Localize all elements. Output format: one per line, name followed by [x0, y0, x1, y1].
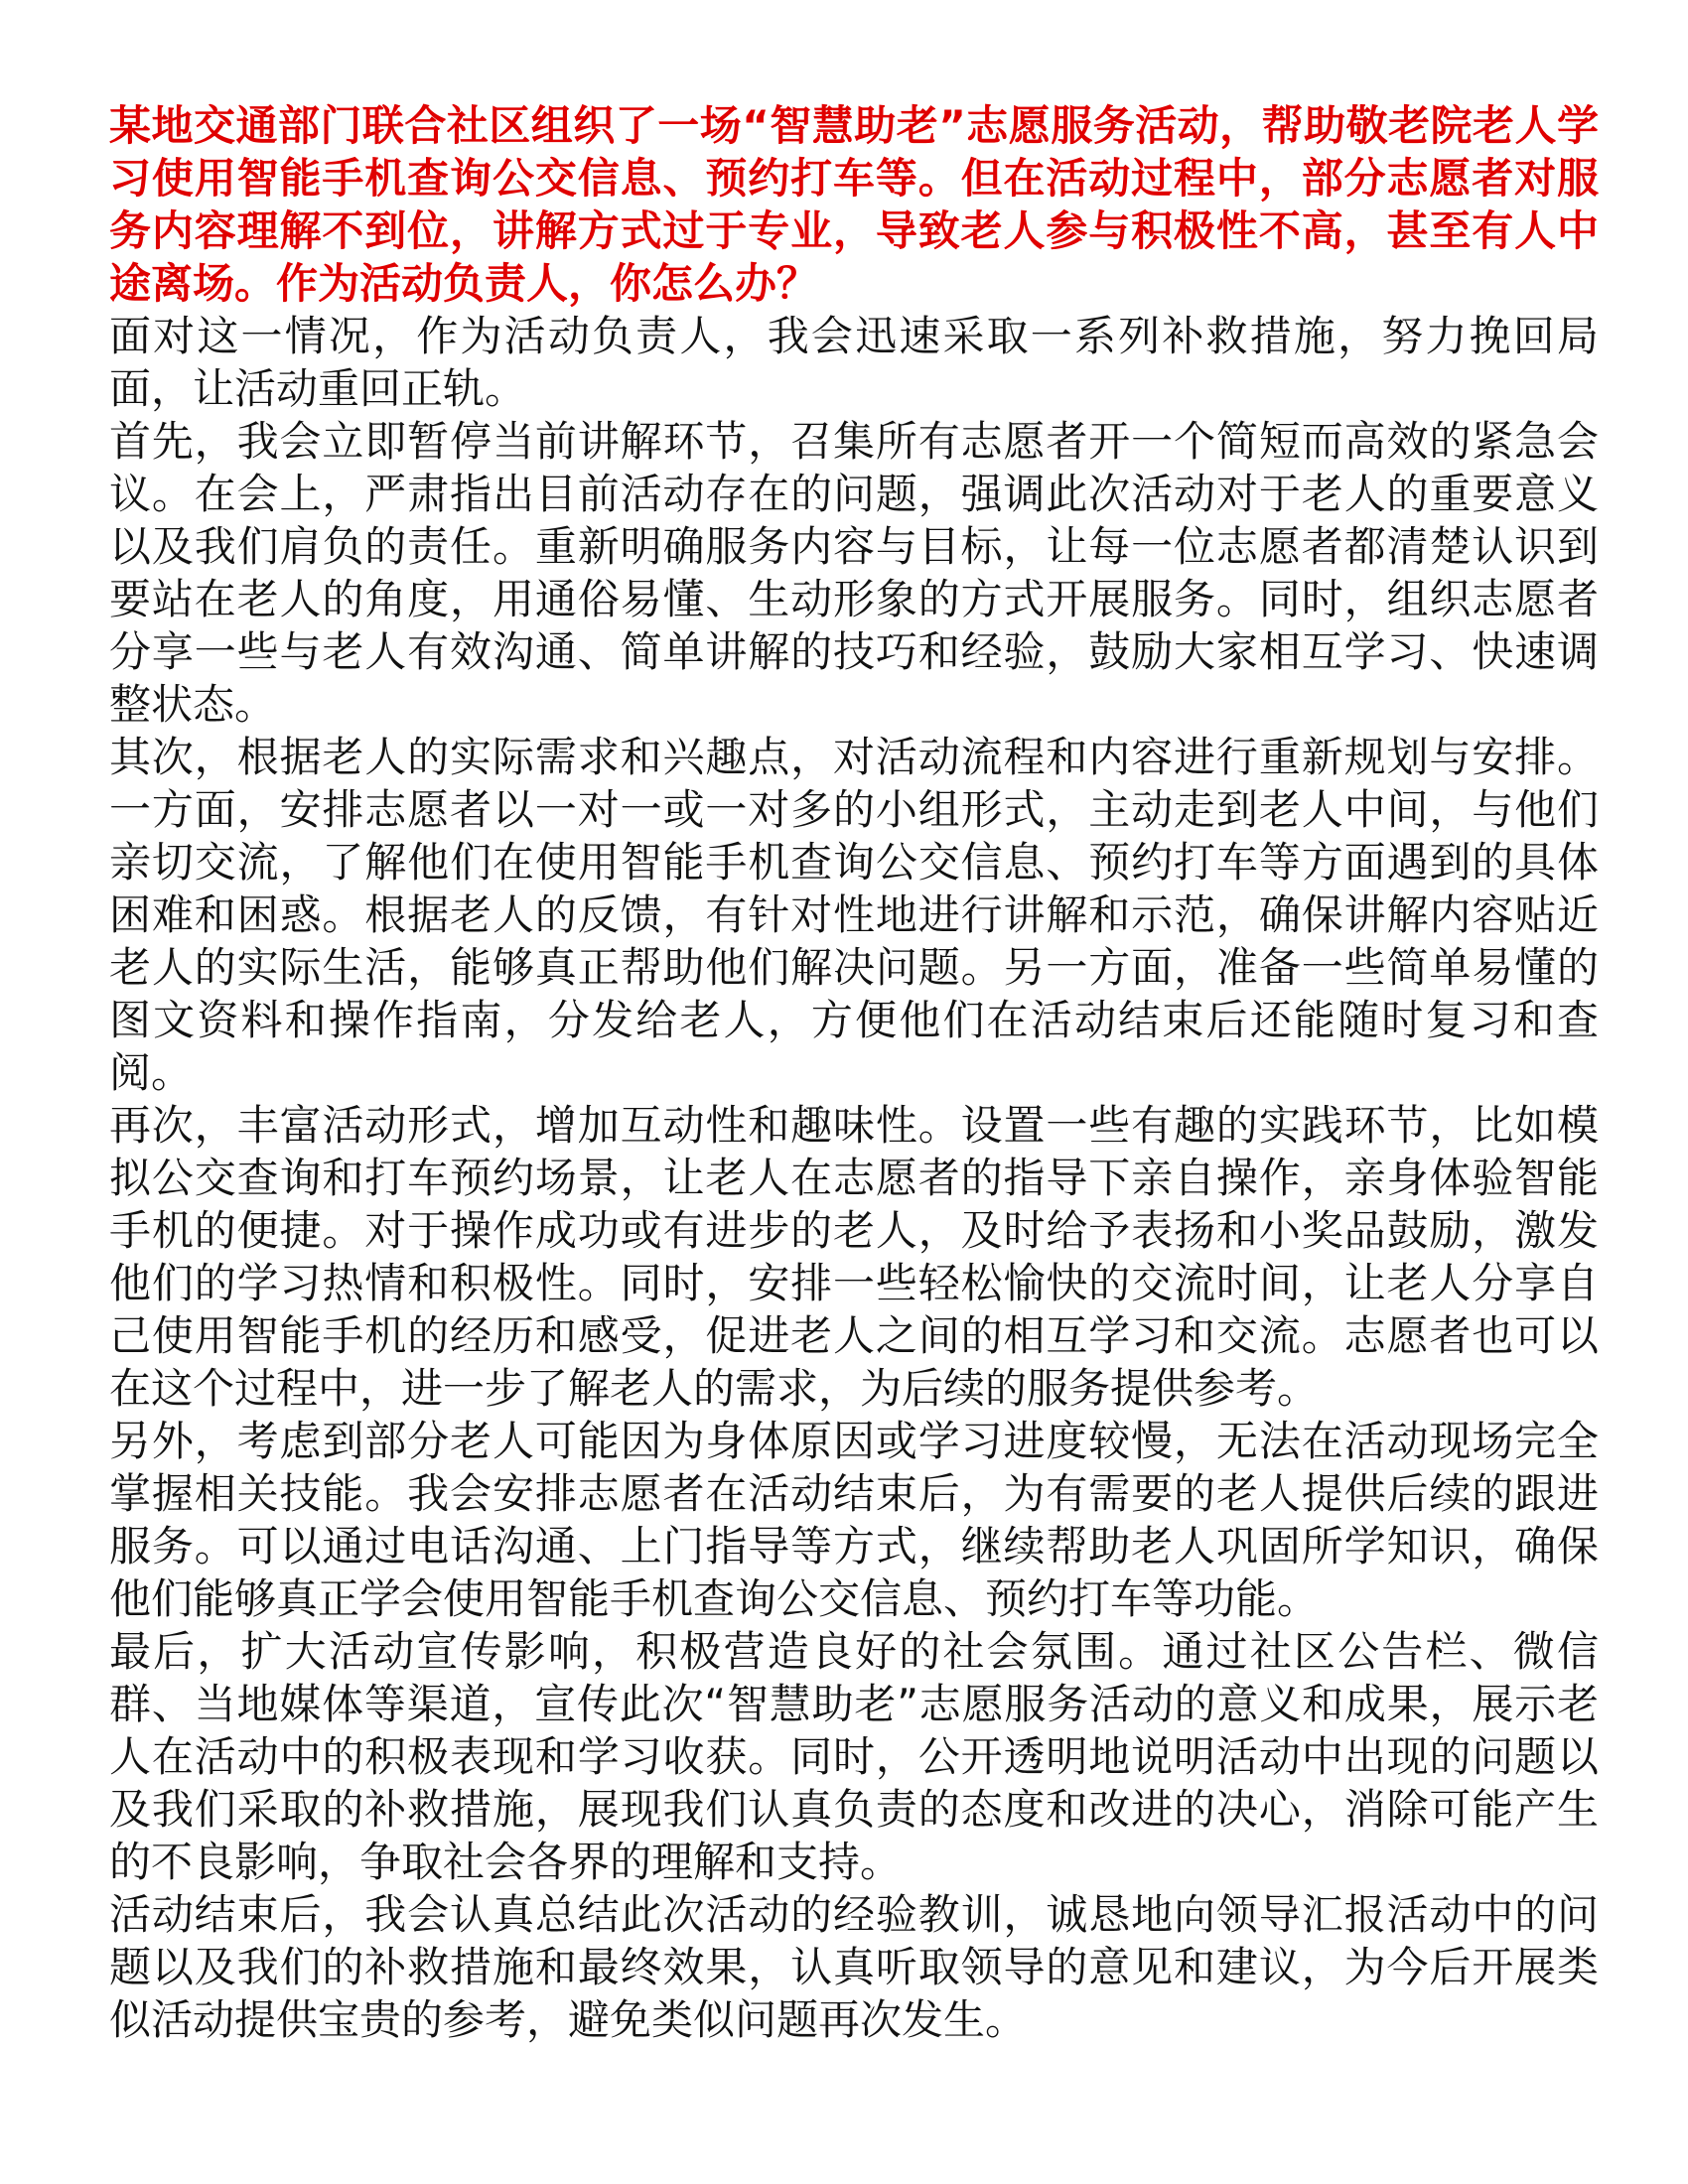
paragraph-last: 最后，扩大活动宣传影响，积极营造良好的社会氛围。通过社区公告栏、微信群、当地媒体等渠道，宣传此次“智慧助老”志愿服务活动的意义和成果，展示老人在活动中的积极表现和学习收获。同时，公开透明地说明活动中出现的问题以及我们采取的补救措施，展现我们认真负责的态度和改进的决心，消除可能产生的不良影响，争取社会各界的理解和支持。: [109, 1627, 1599, 1886]
paragraph-first: 首先，我会立即暂停当前讲解环节，召集所有志愿者开一个简短而高效的紧急会议。在会上，严肃指出目前活动存在的问题，强调此次活动对于老人的重要意义以及我们肩负的责任。重新明确服务内容与目标，让每一位志愿者都清楚认识到要站在老人的角度，用通俗易懂、生动形象的方式开展服务。同时，组织志愿者分享一些与老人有效沟通、简单讲解的技巧和经验，鼓励大家相互学习、快速调整状态。: [109, 417, 1599, 729]
paragraph-conclusion: 活动结束后，我会认真总结此次活动的经验教训，诚恳地向领导汇报活动中的问题以及我们的补救措施和最终效果，认真听取领导的意见和建议，为今后开展类似活动提供宝贵的参考，避免类似问题再次发生。: [109, 1890, 1599, 2044]
paragraph-intro: 面对这一情况，作为活动负责人，我会迅速采取一系列补救措施，努力挽回局面，让活动重回正轨。: [109, 312, 1599, 413]
question-text: 某地交通部门联合社区组织了一场“智慧助老”志愿服务活动，帮助敬老院老人学习使用智能手机查询公交信息、预约打车等。但在活动过程中，部分志愿者对服务内容理解不到位，讲解方式过于专业，导致老人参与积极性不高，甚至有人中途离场。作为活动负责人，你怎么办？: [109, 101, 1599, 308]
paragraph-third: 再次，丰富活动形式，增加互动性和趣味性。设置一些有趣的实践环节，比如模拟公交查询和打车预约场景，让老人在志愿者的指导下亲自操作，亲身体验智能手机的便捷。对于操作成功或有进步的老人，及时给予表扬和小奖品鼓励，激发他们的学习热情和积极性。同时，安排一些轻松愉快的交流时间，让老人分享自己使用智能手机的经历和感受，促进老人之间的相互学习和交流。志愿者也可以在这个过程中，进一步了解老人的需求，为后续的服务提供参考。: [109, 1101, 1599, 1413]
document-page: [109, 99, 1599, 2046]
paragraph-second: 其次，根据老人的实际需求和兴趣点，对活动流程和内容进行重新规划与安排。一方面，安排志愿者以一对一或一对多的小组形式，主动走到老人中间，与他们亲切交流，了解他们在使用智能手机查询公交信息、预约打车等方面遇到的具体困难和困惑。根据老人的反馈，有针对性地进行讲解和示范，确保讲解内容贴近老人的实际生活，能够真正帮助他们解决问题。另一方面，准备一些简单易懂的图文资料和操作指南，分发给老人，方便他们在活动结束后还能随时复习和查阅。: [109, 733, 1599, 1097]
paragraph-additional: 另外，考虑到部分老人可能因为身体原因或学习进度较慢，无法在活动现场完全掌握相关技能。我会安排志愿者在活动结束后，为有需要的老人提供后续的跟进服务。可以通过电话沟通、上门指导等方式，继续帮助老人巩固所学知识，确保他们能够真正学会使用智能手机查询公交信息、预约打车等功能。: [109, 1417, 1599, 1623]
